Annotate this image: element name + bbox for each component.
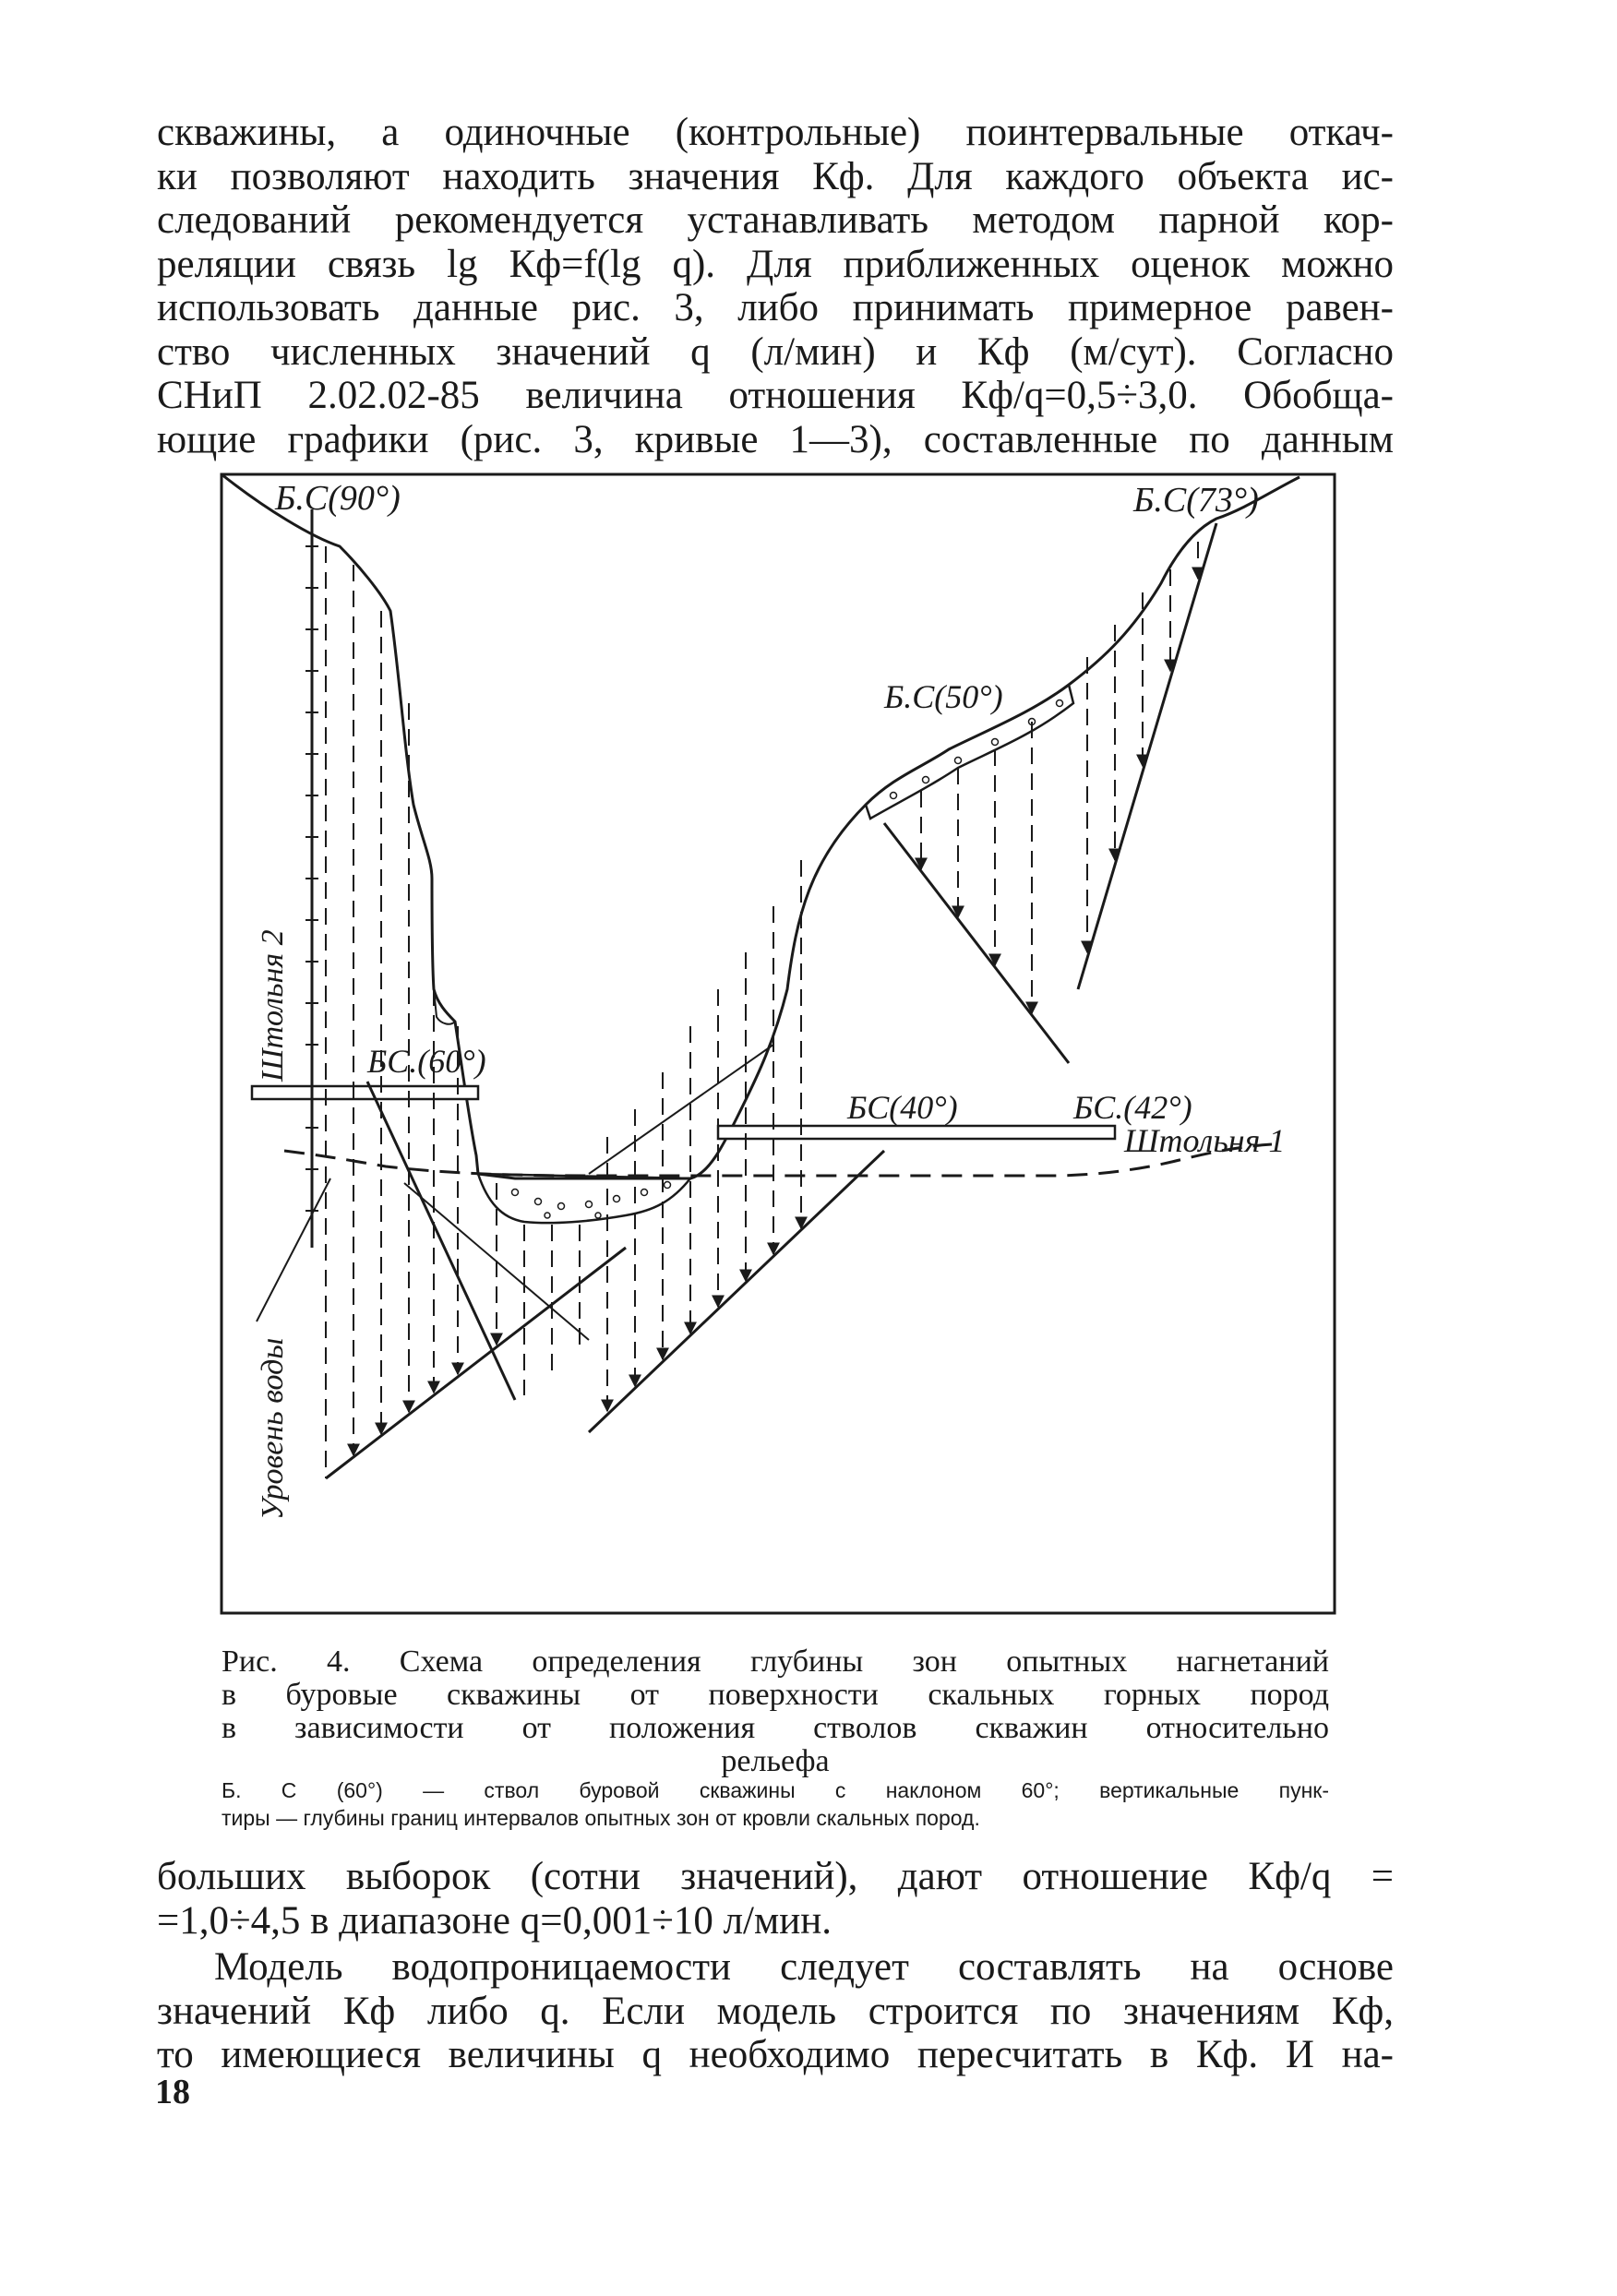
text-line: ющие графики (рис. 3, кривые 1—3), составленные по данным [157,417,1394,461]
label-bs50: Б.С(50°) [884,678,1003,715]
vertical-dashed-bs73 [1087,542,1198,952]
legend-line: Б. С (60°) — ствол буровой скважины с наклоном 60°; вертикальные пунк- [222,1778,1329,1802]
vertical-dashed-bs60 [524,1225,580,1395]
adit-2 [252,1086,478,1099]
figure-caption [222,1645,1329,1778]
label-water-level: Уровень воды [256,1337,290,1520]
label-bs42: БС.(42°) [1073,1089,1192,1126]
text-line: Модель водопроницаемости следует составлять на основе [214,1945,1394,1989]
borehole-section-figure [220,472,1336,1615]
caption-line: Рис. 4. Схема определения глубины зон опытных нагнетаний [222,1644,1329,1679]
legend-line: тиры — глубины границ интервалов опытных зон от кровли скальных пород. [222,1806,980,1830]
top-paragraph [157,111,1394,461]
label-adit-2: Штольня 2 [256,929,290,1082]
bottom-paragraph-1 [157,1855,1394,1943]
water-level-pointer [257,1178,330,1321]
text-line: скважины, а одиночные (контрольные) поинтервальные откач- [157,111,1394,154]
caption-line: в буровые скважины от поверхности скальных горных пород [222,1678,1329,1712]
caption-line: в зависимости от положения стволов скважин относительно [222,1711,1329,1745]
page-number: 18 [155,2073,190,2111]
text-line: то имеющиеся величины q необходимо пересчитать в Кф. И на- [157,2033,1394,2076]
text-line: =1,0÷4,5 в диапазоне q=0,001÷10 л/мин. [157,1898,832,1943]
caption-line: рельефа [721,1744,830,1778]
figure-drawing [220,472,1336,1615]
borehole-bs73-line [1078,523,1216,989]
borehole-bs60-line [367,1082,515,1400]
text-line: следований рекомендуется устанавливать методом парной кор- [157,198,1394,242]
label-bs90: Б.С(90°) [275,479,401,518]
vertical-dashed-bs50 [921,722,1032,1013]
text-line: больших выборок (сотни значений), дают отношение Кф/q = [157,1855,1394,1898]
borehole-bs40-depth [589,1151,884,1432]
small-deposit [434,989,455,1024]
adit-1 [718,1126,1115,1139]
vertical-dashed-left [353,565,497,1455]
figure-legend [222,1776,1329,1832]
text-line: реляции связь lg Кф=f(lg q). Для приближенных оценок можно [157,242,1394,286]
label-bs60: БС.(60°) [367,1043,486,1080]
deposit-pebbles [512,1182,671,1219]
text-line: значений Кф либо q. Если модель строится по значениям Кф, [157,1989,1394,2033]
valley-deposit [478,1174,690,1223]
borehole-bs50-line [884,823,1069,1063]
text-line: СНиП 2.02.02-85 величина отношения Кф/q=0,5÷3,0. Обобща- [157,374,1394,417]
label-bs73: Б.С(73°) [1133,481,1259,520]
text-line: ство численных значений q (л/мин) и Кф (м/сут). Согласно [157,329,1394,374]
label-bs40: БС(40°) [847,1089,958,1126]
bottom-paragraph-2 [157,1945,1394,2077]
text-line: ки позволяют находить значения Кф. Для каждого объекта ис- [157,154,1394,198]
label-adit-1: Штольня 1 [1124,1122,1286,1159]
depth-bounds-left [326,1248,626,1478]
text-line: использовать данные рис. 3, либо принимать примерное равен- [157,286,1394,329]
